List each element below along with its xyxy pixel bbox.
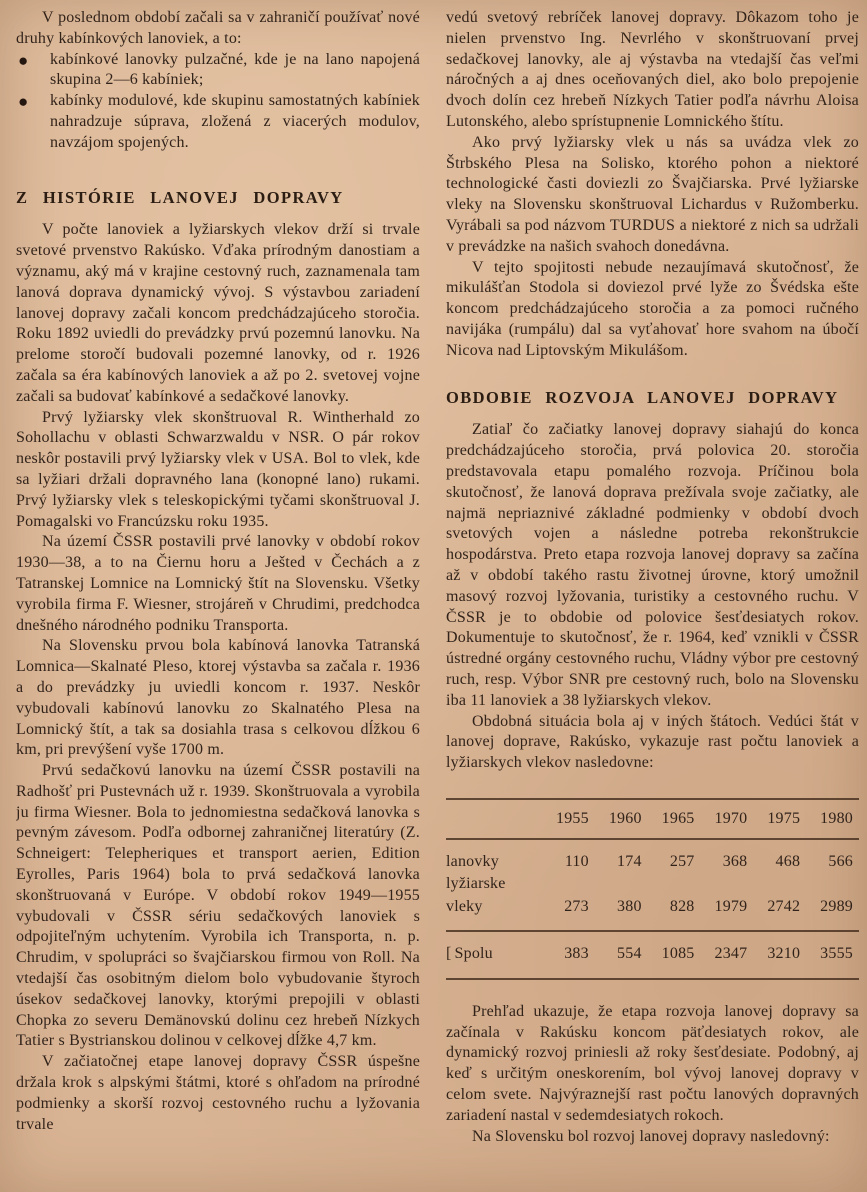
print-artifact-bracket: [ (446, 945, 452, 963)
section-heading-z-historie: Z HISTÓRIE LANOVEJ DOPRAVY (16, 187, 344, 207)
table-cell: 554 (617, 945, 642, 963)
bullet-list (16, 50, 420, 154)
table-year-header-row (446, 800, 859, 838)
table-year: 1975 (767, 809, 801, 827)
paragraph: V tejto spojitosti nebude nezaujímavá skutočnosť, že mikulášťan Stodola si doviezol prvé lyže zo Švédska ešte koncom predchádzajúceho storočia a za pomoci ručného navijáka (rumpálu) dal sa vyťahovať hore svahom na úbočí Nicova nad Liptovským Mikulášom. (446, 258, 859, 359)
paragraph: Obdobná situácia bola aj v iných štátoch. Vedúci štát v lanovej doprave, Rakúsko, vykazuje rast počtu lanoviek a lyžiarskych vlekov nasledovne: (446, 712, 859, 772)
paragraph: Zatiaľ čo začiatky lanovej dopravy siahajú do konca predchádzajúceho storočia, prvá polovica 20. storočia predstavovala etapu pomalého rozvoja. Príčinou bola skutočnosť, že lanová doprava prežívala svoje začiatky, ale najmä nepriaznivé základné podmienky v období dvoch svetových vojen a následne potreba rekonštrukcie hospodárstva. Preto etapa rozvoja lanovej dopravy sa začína až v období takého rastu životnej úrovne, ktorý umožnil masový rozvoj lyžovania, turistiky a cestovného ruchu. V ČSSR je to obdobie od polovice šesťdesiatych rokov. Dokumentuje to skutočnosť, že r. 1964, keď vznikli v ČSSR ústredné orgány cestovného ruchu, Vládny výbor pre cestovný ruch, resp. Výbor SNR pre cestovný ruch, bolo na Slovensku iba 11 lanoviek a 38 lyžiarskych vlekov. (446, 421, 859, 709)
list-item (16, 91, 420, 153)
paragraph: V začiatočnej etape lanovej dopravy ČSSR úspešne držala krok s alpskými štátmi, ktoré s ohľadom na prírodné podmienky a skorší rozvoj cestovného ruchu a lyžovania trvale (16, 1053, 420, 1133)
table-year: 1955 (556, 809, 589, 827)
paragraph: Na území ČSSR postavili prvé lanovky v období rokov 1930—38, a to na Čiernu horu a Ješted v Čechách a z Tatranskej Lomnice na Lomnický štít na Slovensku. Všetky vyrobila firma F. Wiesner, strojáreň v Chrudimi, predchodca dnešného národného podniku Transporta. (16, 533, 420, 634)
bullet-icon: ● (18, 92, 29, 112)
table-cell: 3210 (767, 945, 801, 963)
list-item (16, 50, 420, 92)
table-cell: 566 (828, 852, 853, 870)
paragraph: V počte lanoviek a lyžiarskych vlekov drží si trvale svetové prvenstvo Rakúsko. Vďaka prírodným danostiam a významu, aký má v krajine cestovný ruch, zaznamenala tam lanová doprava dynamický vývoj. S výstavbou zariadení lanovej dopravy začali koncom predchádzajúceho storočia. Roku 1892 uviedli do prevádzky prvú pozemnú lanovku. Na prelome storočí budovali pozemné lanovky, od r. 1926 začala sa éra kabínových lanoviek a až po 2. svetovej vojne začali sa budovať kabínkové a sedačkové lanovky. (16, 221, 420, 405)
table-year: 1965 (661, 809, 695, 827)
section-heading-obdobie-rozvoja: OBDOBIE ROZVOJA LANOVEJ DOPRAVY (446, 387, 839, 407)
paragraph: Ako prvý lyžiarsky vlek u nás sa uvádza vlek zo Štrbského Plesa na Solisko, ktorého pohon a niektoré technologické časti doviezli zo Švajčiarska. Prvé lyžiarske vleky na Slovensku skonštruoval Lichardus v Ružomberku. Vyrábali sa pod názvom TURDUS a niektoré z nich sa udržali v prevádzke na našich svahoch donedávna. (446, 133, 859, 255)
row-label: lyžiarske (446, 875, 506, 893)
table-year: 1970 (714, 809, 748, 827)
paragraph-continuation: vedú svetový rebríček lanovej dopravy. Dôkazom toho je nielen prvenstvo Ing. Nevrlého v skonštruovaní prvej sedačkovej lanovky, ale aj výstavba na vtedajší čas veľmi náročných a aj dnes oceňovaných diel, ako bolo prepojenie dvoch dolín cez hrebeň Nízkych Tatier podľa návrhu Aloisa Lutonského, alebo sprístupnenie Lomnického štítu. (446, 9, 859, 130)
total-label-text: Spolu (454, 945, 493, 963)
table-cell: 2742 (767, 898, 801, 916)
table-row-lanovky (446, 840, 859, 873)
paragraph: Prvú sedačkovú lanovku na území ČSSR postavili na Radhošť pri Pustevnách už r. 1939. Skonštruovala a vyrobila ju firma Wiesner. Bola to jednomiestna sedačková lanovka s pevným závesom. Podľa odbornej zahraničnej literatúry (Z. Schneigert: Telepheriques et transport aerien, Edition Eyrolles, Paris 1964) bola to prvá sedačková lanovka skonštruovaná v Európe. V období rokov 1949—1955 vybudovali v ČSSR sériu sedačkových lanoviek s odpojiteľným uchytením. Vyrobila ich Transporta, n. p. Chrudim, v spolupráci so švajčiarskou firmou von Roll. Na vtedajší čas osobitným dielom bolo vybudovanie štyroch úsekov sedačkovej lanovky, ktorými prepojili v oblasti Chopka zo severu Demänovskú dolinu cez hrebeň Nízkych Tatier s Bystrianskou dolinou v celkovej dĺžke 4,7 km. (16, 762, 420, 1050)
table-cell: 1085 (661, 945, 695, 963)
table-row-spolu (446, 932, 859, 978)
intro-paragraph: V poslednom období začali sa v zahraničí používať nové druhy kabínkových lanoviek, a to: (16, 9, 420, 47)
table-cell: 1979 (714, 898, 748, 916)
table-cell: 468 (775, 852, 801, 870)
table-cell: 110 (564, 852, 589, 870)
right-column (446, 8, 859, 1184)
table-rule-bottom (446, 978, 859, 980)
table-cell: 2347 (714, 945, 748, 963)
bullet-text: kabínky modulové, kde skupinu samostatných kabíniek nahradzuje súprava, zložená z viacerých modulov, navzájom spojených. (50, 92, 420, 151)
paragraph: Na Slovensku prvou bola kabínová lanovka Tatranská Lomnica—Skalnaté Pleso, ktorej výstavba sa začala r. 1936 a do prevádzky ju uviedli koncom r. 1937. Neskôr vybudovali kabínovú lanovku zo Skalnatého Plesa na Lomnický štít, a tak sa dosiahla trasa s celkovou dĺžkou 6 km, pri prevýšení vyše 1700 m. (16, 637, 420, 759)
table-year: 1960 (608, 809, 642, 827)
table-cell: 3555 (820, 945, 853, 963)
paragraph: Prehľad ukazuje, že etapa rozvoja lanovej dopravy sa začínala v Rakúsku koncom päťdesiatych rokov, ale dynamický rozvoj priniesli až roky šesťdesiate. Podobný, aj keď s určitým oneskorením, bol vývoj lanovej dopravy v celom svete. Najvýraznejší rast počtu lanových dopravných zariadení nastal v sedemdesiatych rokoch. (446, 1002, 859, 1124)
table-cell: 273 (564, 898, 589, 916)
table-year: 1980 (820, 809, 853, 827)
bullet-icon: ● (18, 50, 29, 70)
paragraph: Na Slovensku bol rozvoj lanovej dopravy nasledovný: (472, 1127, 830, 1145)
table-row-vleky (446, 895, 859, 930)
stats-table (446, 798, 859, 980)
row-label: lanovky (446, 852, 499, 870)
table-cell: 174 (617, 852, 642, 870)
table-row-lyziarske-label (446, 872, 859, 895)
table-cell: 2989 (820, 898, 853, 916)
bullet-text: kabínkové lanovky pulzačné, kde je na lano napojená skupina 2—6 kabíniek; (50, 50, 420, 89)
table-cell: 828 (669, 898, 695, 916)
table-cell: 368 (722, 852, 748, 870)
paragraph: Prvý lyžiarsky vlek skonštruoval R. Wintherhald zo Sohollachu v oblasti Schwarzwaldu v NSR. O pár rokov neskôr postavili prvý lyžiarsky vlek v USA. Bol to vlek, kde sa lyžiari držali dopravného lana (konopné lano) rukami. Prvý lyžiarsky vlek s teleskopickými tyčami skonštruoval J. Pomagalski vo Francúzsku roku 1935. (16, 408, 420, 530)
left-column (16, 8, 420, 1184)
table-cell: 383 (564, 945, 589, 963)
table-cell: 257 (669, 852, 695, 870)
row-label: vleky (446, 898, 483, 916)
table-cell: 380 (617, 898, 642, 916)
row-label-total (446, 944, 542, 965)
